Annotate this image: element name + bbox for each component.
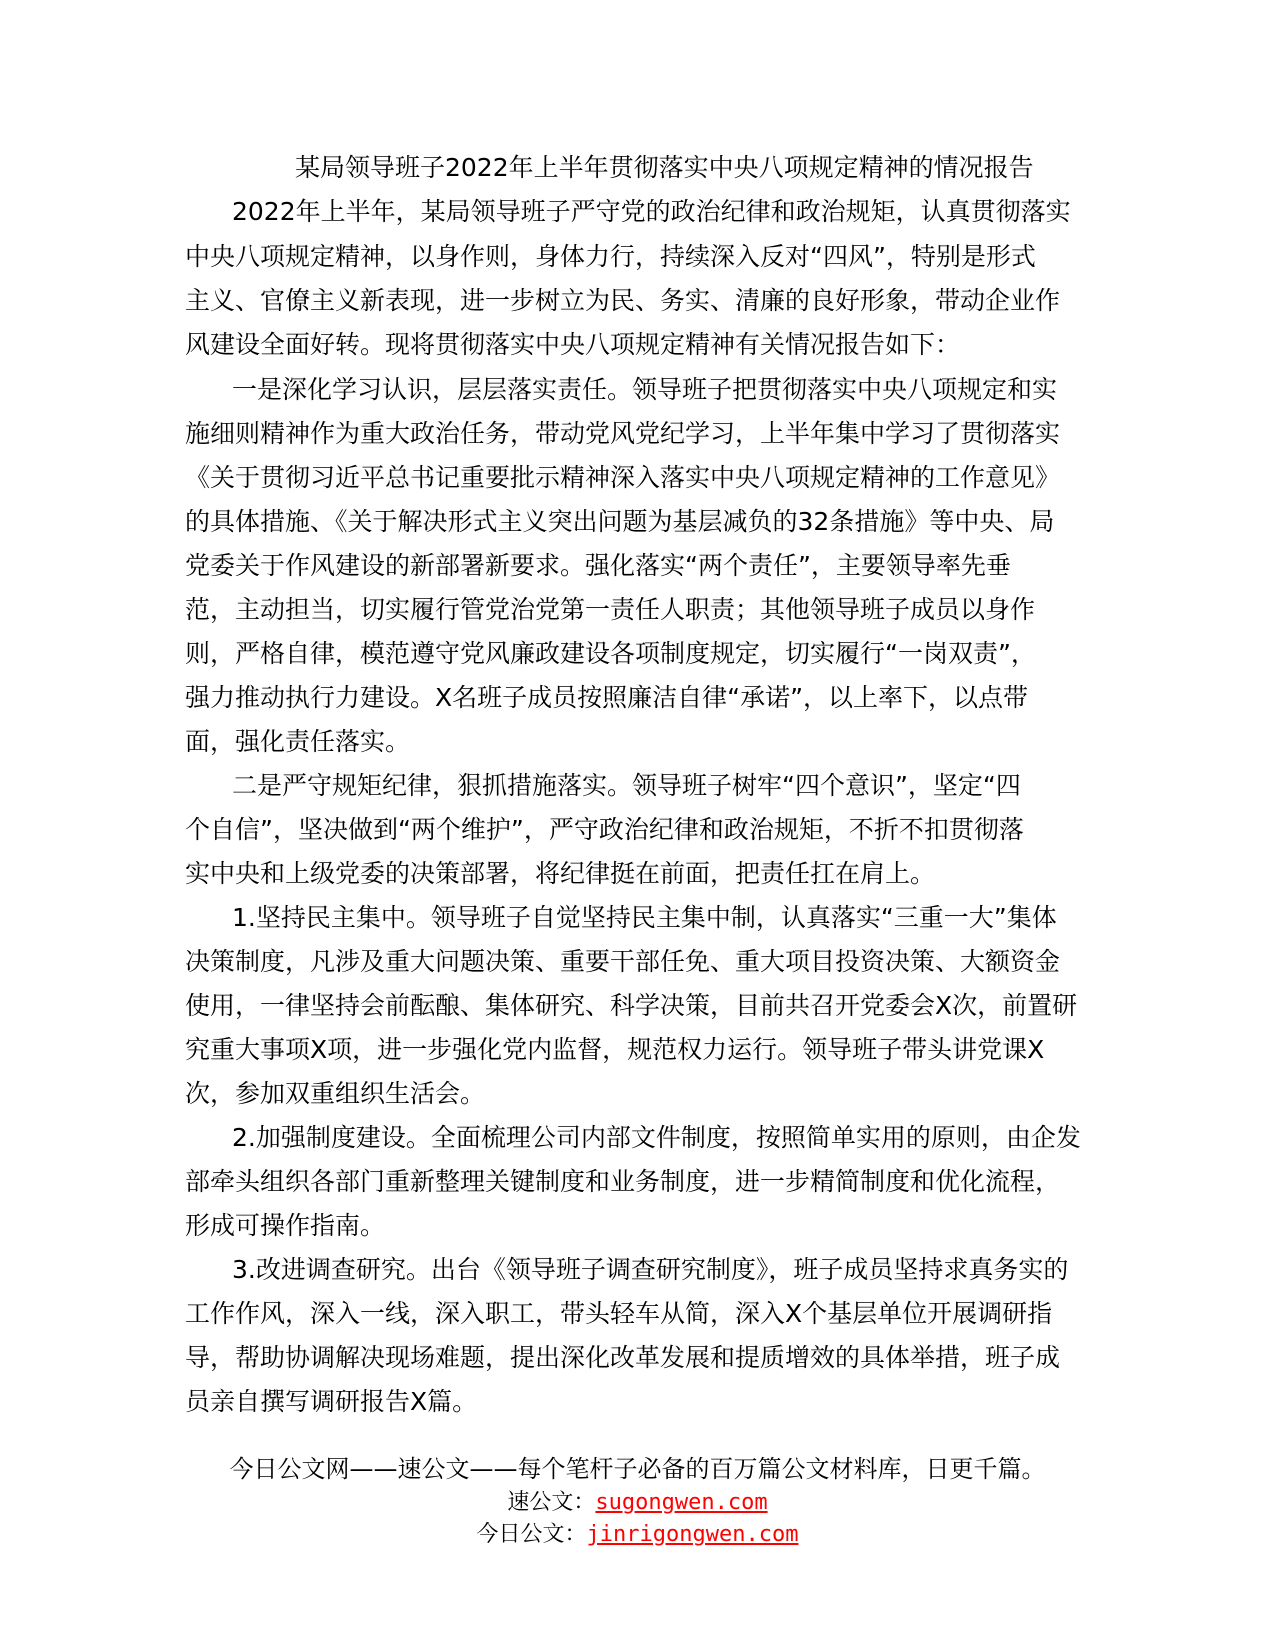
site-label: 今日公文： xyxy=(476,1522,587,1547)
body-line: 风建设全面好转。现将贯彻落实中央八项规定精神有关情况报告如下： xyxy=(185,330,961,359)
body-line: 二是严守规矩纪律，狠抓措施落实。领导班子树牢“四个意识”，坚定“四 xyxy=(232,771,1021,800)
footer-site-jinrigongwen xyxy=(0,1519,1275,1551)
body-line: 个自信”，坚决做到“两个维护”，严守政治纪律和政治规矩，不折不扣贯彻落 xyxy=(185,815,1024,844)
body-line: 使用，一律坚持会前酝酿、集体研究、科学决策，目前共召开党委会X次，前置研 xyxy=(185,991,1078,1020)
body-line: 员亲自撰写调研报告X篇。 xyxy=(185,1387,478,1416)
body-line: 决策制度，凡涉及重大问题决策、重要干部任免、重大项目投资决策、大额资金 xyxy=(185,947,1061,976)
footer-site-sugongwen xyxy=(0,1487,1275,1519)
body-line: 究重大事项X项，进一步强化党内监督，规范权力运行。领导班子带头讲党课X xyxy=(185,1035,1045,1064)
body-line: 实中央和上级党委的决策部署，将纪律挺在前面，把责任扛在肩上。 xyxy=(185,859,936,888)
body-line: 导，帮助协调解决现场难题，提出深化改革发展和提质增效的具体举措，班子成 xyxy=(185,1343,1061,1372)
footer-promo: 今日公文网——速公文——每个笔杆子必备的百万篇公文材料库，日更千篇。 xyxy=(229,1455,1046,1483)
body-line: 工作作风，深入一线，深入职工，带头轻车从简，深入X个基层单位开展调研指 xyxy=(185,1299,1053,1328)
body-line: 2.加强制度建设。全面梳理公司内部文件制度，按照简单实用的原则，由企发 xyxy=(232,1123,1081,1152)
document-title: 某局领导班子2022年上半年贯彻落实中央八项规定精神的情况报告 xyxy=(295,153,1034,182)
body-line: 施细则精神作为重大政治任务，带动党风党纪学习，上半年集中学习了贯彻落实 xyxy=(185,419,1061,448)
body-line: 强力推动执行力建设。X名班子成员按照廉洁自律“承诺”，以上率下，以点带 xyxy=(185,683,1029,712)
site-link[interactable]: jinrigongwen.com xyxy=(586,1522,799,1547)
body-line: 形成可操作指南。 xyxy=(185,1211,386,1240)
body-line: 党委关于作风建设的新部署新要求。强化落实“两个责任”，主要领导率先垂 xyxy=(185,551,1011,580)
site-link[interactable]: sugongwen.com xyxy=(595,1490,768,1515)
body-line: 面，强化责任落实。 xyxy=(185,727,411,756)
site-label: 速公文： xyxy=(507,1490,596,1515)
body-line: 3.改进调查研究。出台《领导班子调查研究制度》，班子成员坚持求真务实的 xyxy=(232,1255,1069,1284)
body-line: 一是深化学习认识，层层落实责任。领导班子把贯彻落实中央八项规定和实 xyxy=(232,375,1058,404)
body-line: 次，参加双重组织生活会。 xyxy=(185,1079,486,1108)
body-line: 范，主动担当，切实履行管党治党第一责任人职责；其他领导班子成员以身作 xyxy=(185,595,1036,624)
body-line: 主义、官僚主义新表现，进一步树立为民、务实、清廉的良好形象，带动企业作 xyxy=(185,286,1061,315)
body-line: 的具体措施、《关于解决形式主义突出问题为基层减负的32条措施》等中央、局 xyxy=(185,507,1055,536)
body-line: 则，严格自律，模范遵守党风廉政建设各项制度规定，切实履行“一岗双责”， xyxy=(185,639,1036,668)
body-line: 2022年上半年，某局领导班子严守党的政治纪律和政治规矩，认真贯彻落实 xyxy=(232,197,1071,226)
body-line: 1.坚持民主集中。领导班子自觉坚持民主集中制，认真落实“三重一大”集体 xyxy=(232,903,1057,932)
body-line: 部牵头组织各部门重新整理关键制度和业务制度，进一步精简制度和优化流程， xyxy=(185,1167,1061,1196)
body-line: 《关于贯彻习近平总书记重要批示精神深入落实中央八项规定精神的工作意见》 xyxy=(185,463,1061,492)
body-line: 中央八项规定精神，以身作则，身体力行，持续深入反对“四风”，特别是形式 xyxy=(185,242,1036,271)
